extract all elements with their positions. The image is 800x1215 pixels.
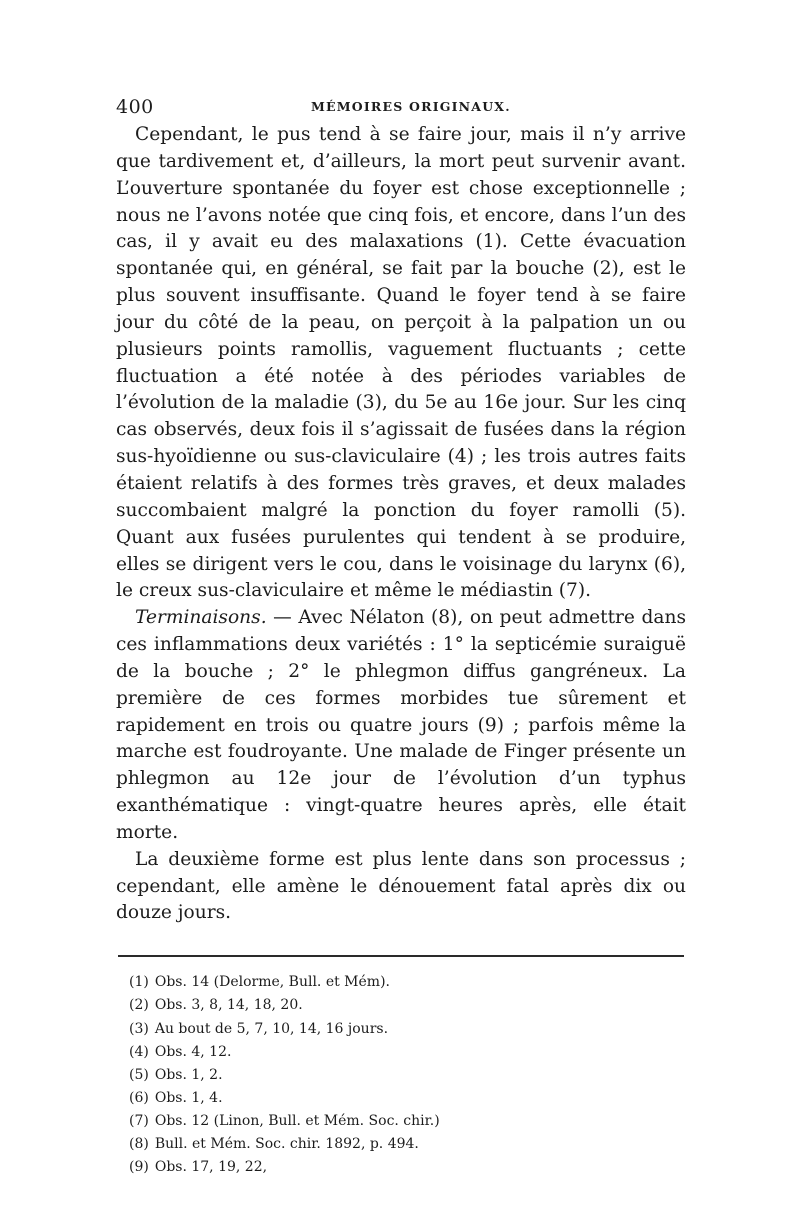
footnote-text: Obs. 12 (Linon, Bull. et Mém. Soc. chir.) xyxy=(154,1112,440,1129)
paragraph-2 xyxy=(116,605,686,847)
footnote-marker: (5) xyxy=(129,1066,149,1083)
footnote-marker: (7) xyxy=(129,1112,149,1129)
footnote xyxy=(129,1018,686,1041)
footnote-text: Obs. 14 (Delorme, Bull. et Mém). xyxy=(154,974,390,991)
footnote xyxy=(129,994,686,1017)
footnote-marker: (1) xyxy=(129,974,149,991)
footnote-text: Obs. 3, 8, 14, 18, 20. xyxy=(154,997,303,1014)
footnote xyxy=(129,1133,686,1156)
footnote xyxy=(129,1041,686,1064)
footnote-marker: (3) xyxy=(129,1020,149,1037)
page xyxy=(116,96,686,1179)
footnote-marker: (2) xyxy=(129,997,149,1014)
footnote xyxy=(129,1064,686,1087)
footnote-marker: (6) xyxy=(129,1089,149,1106)
paragraph-text: — Avec Nélaton (8), on peut admettre dans ces inflammations deux variétés : 1° la septicémie suraiguë de la bouche ; 2° le phlegmon diffus gangréneux. La première de ces formes morbides tue sûrement et rapidement en trois ou quatre jours (9) ; parfois même la marche est foudroyante. Une malade de Finger présente un phlegmon au 12e jour de l’évolution d’un typhus exanthématique : vingt-quatre heures après, elle était morte. xyxy=(116,607,686,843)
footnote-marker: (8) xyxy=(129,1135,149,1152)
paragraph-text: La deuxième forme est plus lente dans son processus ; cependant, elle amène le dénouement fatal après dix ou douze jours. xyxy=(116,848,686,924)
footnote xyxy=(129,971,686,994)
footnote-marker: (4) xyxy=(129,1043,149,1060)
section-lead-terminaisons: Terminaisons. xyxy=(135,607,267,629)
paragraph-text: Cependant, le pus tend à se faire jour, mais il n’y arrive que tardivement et, d’ailleurs, la mort peut survenir avant. L’ouverture spontanée du foyer est chose exceptionnelle ; nous ne l’avons notée que cinq fois, et encore, dans l’un des cas, il y avait eu des malaxations (1). Cette évacuation spontanée qui, en général, se fait par la bouche (2), est le plus souvent insuffisante. Quand le foyer tend à se faire jour du côté de la peau, on perçoit à la palpation un ou plusieurs points ramollis, vaguement fluctuants ; cette fluctuation a été notée à des périodes variables de l’évolution de la maladie (3), du 5e au 16e jour. Sur les cinq cas observés, deux fois il s’agissait de fusées dans la région sus-hyoïdienne ou sus-claviculaire (4) ; les trois autres faits étaient relatifs à des formes très graves, et deux malades succombaient malgré la ponction du foyer ramolli (5). Quant aux fusées purulentes qui tendent à se produire, elles se dirigent vers le cou, dans le voisinage du larynx (6), le creux sus-claviculaire et même le médiastin (7). xyxy=(116,124,686,602)
page-number: 400 xyxy=(116,96,154,118)
footnote-rule xyxy=(118,955,684,957)
header-title: MÉMOIRES ORIGINAUX. xyxy=(311,99,511,114)
footnote-text: Obs. 4, 12. xyxy=(154,1043,232,1060)
footnote-marker: (9) xyxy=(129,1159,149,1176)
paragraph-3 xyxy=(116,847,686,928)
body-text xyxy=(116,122,686,927)
footnote xyxy=(129,1156,686,1179)
running-head xyxy=(116,96,686,122)
footnotes xyxy=(129,971,686,1179)
footnote-text: Obs. 1, 4. xyxy=(154,1089,223,1106)
footnote xyxy=(129,1110,686,1133)
footnote-text: Obs. 17, 19, 22, xyxy=(154,1159,268,1176)
footnote-text: Obs. 1, 2. xyxy=(154,1066,223,1083)
paragraph-1 xyxy=(116,122,686,605)
footnote-text: Au bout de 5, 7, 10, 14, 16 jours. xyxy=(154,1020,389,1037)
footnote xyxy=(129,1087,686,1110)
footnote-text: Bull. et Mém. Soc. chir. 1892, p. 494. xyxy=(154,1135,419,1152)
